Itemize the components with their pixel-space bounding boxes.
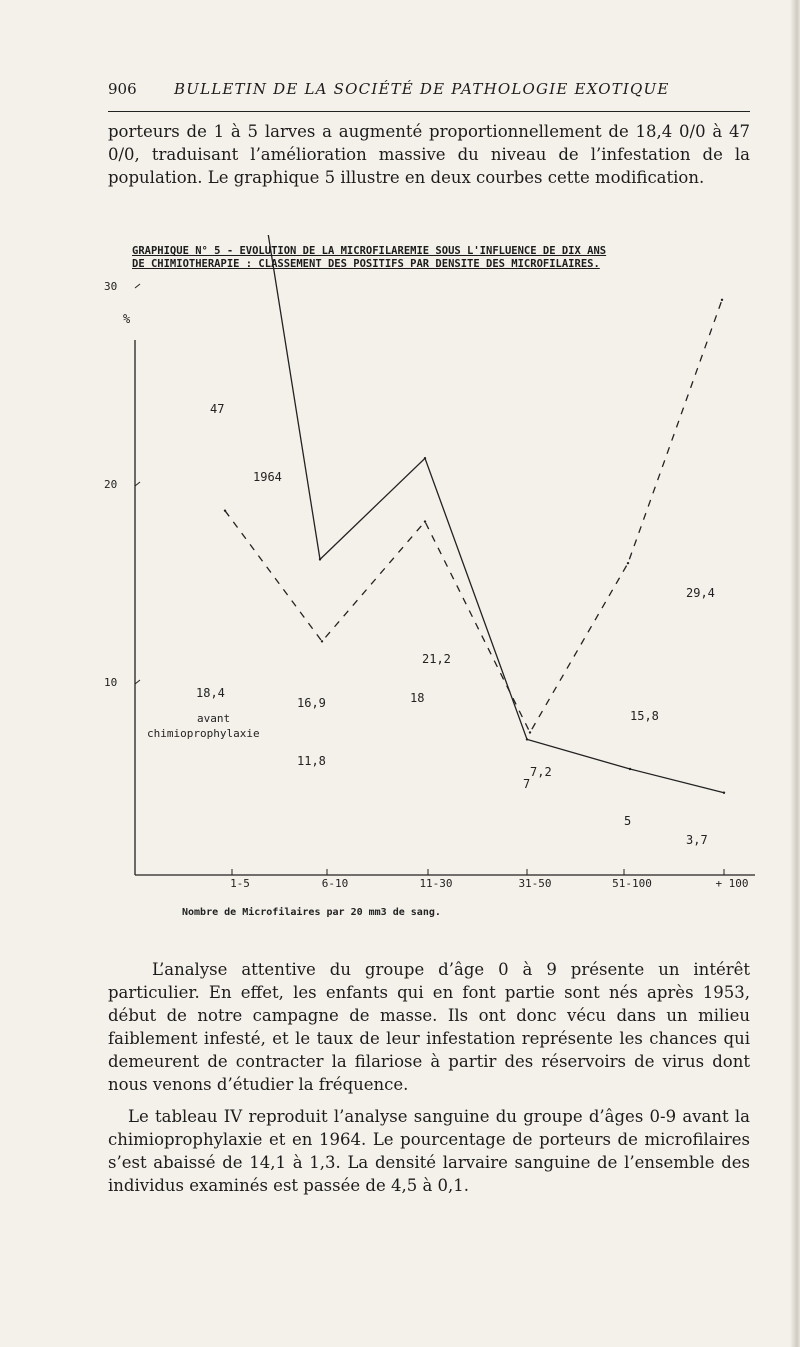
series-1964-point xyxy=(629,768,631,770)
series-1964-data-label: 47 xyxy=(210,402,225,416)
series-1964-point xyxy=(319,558,321,560)
y-tick-mark xyxy=(135,284,140,288)
series-1964-data-label: 7 xyxy=(523,777,531,791)
series-1964-point xyxy=(424,457,426,459)
series-avant-name-label-1: avant xyxy=(197,712,231,725)
series-avant-point xyxy=(321,640,323,642)
figure-graph-5 xyxy=(0,235,800,935)
series-avant-point xyxy=(529,731,531,733)
series-avant-data-label: 29,4 xyxy=(686,586,715,600)
series-avant-point xyxy=(721,299,723,301)
series-1964-point xyxy=(723,792,725,794)
line-chart xyxy=(0,235,800,935)
series-1964-data-label: 21,2 xyxy=(422,652,451,666)
x-tick-label: 31-50 xyxy=(518,877,552,890)
paragraph-3: Le tableau IV reproduit l’analyse sanguine du groupe d’âges 0-9 avant la chimioprophylaxie et en 1964. Le pourcentage de porteurs de microfilaires s’est abaissé de 14,1 à 1,3. La densité larvaire sanguine de l’ensemble des individus examinés est passée de 4,5 à 0,1. xyxy=(108,1107,750,1195)
series-avant-data-label: 15,8 xyxy=(630,709,659,723)
x-tick-label: + 100 xyxy=(715,877,749,890)
series-avant-point xyxy=(224,509,226,511)
y-tick-mark xyxy=(135,482,140,486)
x-tick-label: 11-30 xyxy=(419,877,453,890)
y-tick-mark xyxy=(135,680,140,684)
x-tick-label: 51-100 xyxy=(612,877,652,890)
series-1964-data-label: 16,9 xyxy=(297,696,326,710)
header-rule xyxy=(108,111,750,112)
series-1964-point xyxy=(526,738,528,740)
series-avant-line xyxy=(225,300,722,733)
series-avant-name-label-2: chimioprophylaxie xyxy=(147,727,260,740)
x-tick-label: 6-10 xyxy=(321,877,349,890)
series-avant-point xyxy=(424,520,426,522)
series-1964-data-label: 5 xyxy=(624,814,632,828)
x-tick-label: 1-5 xyxy=(230,877,250,890)
page-number: 906 xyxy=(108,80,137,98)
y-axis-label: % xyxy=(123,312,131,326)
page-header xyxy=(108,80,748,106)
series-1964-name-label: 1964 xyxy=(253,470,282,484)
series-1964-data-label: 3,7 xyxy=(686,833,708,847)
y-tick-label: 10 xyxy=(104,676,118,689)
figure-title-line-1: GRAPHIQUE N° 5 - EVOLUTION DE LA MICROFILAREMIE SOUS L'INFLUENCE DE DIX ANS xyxy=(132,245,607,257)
series-avant-data-label: 18,4 xyxy=(196,686,225,700)
x-axis-label: Nombre de Microfilaires par 20 mm3 de sang. xyxy=(182,907,441,918)
series-avant-data-label: 11,8 xyxy=(297,754,326,768)
y-tick-label: 20 xyxy=(104,478,118,491)
series-avant-data-label: 18 xyxy=(410,691,425,705)
series-avant-data-label: 7,2 xyxy=(530,765,552,779)
figure-title-line-2: DE CHIMIOTHERAPIE : CLASSEMENT DES POSITIFS PAR DENSITE DES MICROFILAIRES. xyxy=(132,258,600,270)
paragraph-1: porteurs de 1 à 5 larves a augmenté proportionnellement de 18,4 0/0 à 47 0/0, traduisant l’amélioration massive du niveau de l’infestation de la population. Le graphique 5 illustre en deux courbes cette modification. xyxy=(108,122,750,187)
paragraph-2: L’analyse attentive du groupe d’âge 0 à 9 présente un intérêt particulier. En effet, les enfants qui en font partie sont nés après 1953, début de notre campagne de masse. Ils ont donc vécu dans un milieu faiblement infesté, et le taux de leur infestation représente les chances qui demeurent de contracter la filariose à partir des réservoirs de virus dont nous venons d’étudier la fréquence. xyxy=(108,960,750,1094)
series-avant-point xyxy=(627,562,629,564)
y-tick-label: 30 xyxy=(104,280,118,293)
running-head: BULLETIN DE LA SOCIÉTÉ DE PATHOLOGIE EXOTIQUE xyxy=(174,80,670,98)
